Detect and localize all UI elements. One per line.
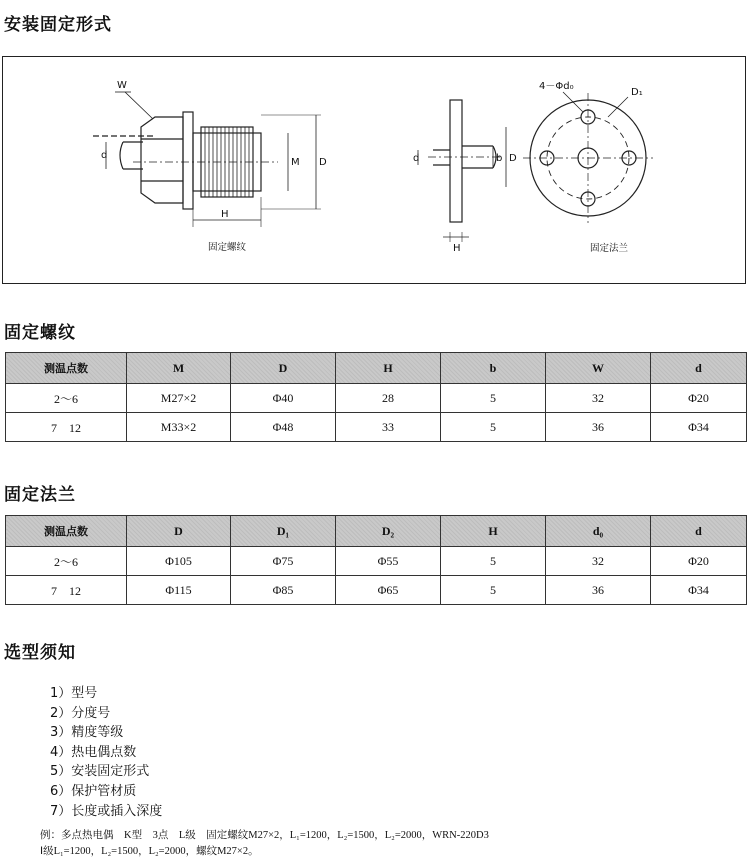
label-h2: H [453,243,461,254]
table-row [6,413,747,442]
label-d2: d [413,153,420,164]
example-text [40,828,489,860]
td: Φ34 [651,413,747,442]
td: 36 [546,576,651,605]
td: 7 12 [6,413,127,442]
th: H [441,516,546,547]
td: 5 [441,384,546,413]
thread-section-title: 固定螺纹 [4,323,76,343]
td: 32 [546,547,651,576]
td: Φ48 [231,413,336,442]
th: D₂ [336,516,441,547]
label-h: H [221,209,229,220]
list-item: 3）精度等级 [50,725,124,741]
thread-table [5,352,747,442]
td: 28 [336,384,441,413]
flange-front-drawing [523,92,653,223]
td: M27×2 [127,384,231,413]
label-w: W [117,80,127,91]
install-diagram [3,57,747,285]
flange-side-drawing [418,100,506,242]
th: D [127,516,231,547]
table-header-row [6,353,747,384]
td: Φ75 [231,547,336,576]
caption-flange: 固定法兰 [590,243,629,254]
td: M33×2 [127,413,231,442]
td: Φ105 [127,547,231,576]
td: 5 [441,547,546,576]
flange-section-title: 固定法兰 [4,485,76,505]
th: 测温点数 [6,516,127,547]
notes-list [50,684,162,821]
notes-section-title: 选型须知 [4,643,76,663]
label-holes: 4－Φd₀ [539,81,574,92]
td: Φ20 [651,547,747,576]
th: M [127,353,231,384]
example-line-1: 例：多点热电偶 K型 3点 L级 固定螺纹M27×2，L₁=1200，L₂=1500，L₂=2000，WRN-220D3 [40,830,489,841]
td: Φ65 [336,576,441,605]
list-item: 5）安装固定形式 [50,764,150,780]
label-b: b [496,153,503,164]
td: Φ34 [651,576,747,605]
td: Φ20 [651,384,747,413]
th: H [336,353,441,384]
table-row [6,547,747,576]
list-item: 2）分度号 [50,705,111,721]
install-section-title: 安装固定形式 [4,15,112,35]
td: 2～6 [6,384,127,413]
list-item: 6）保护管材质 [50,783,137,799]
td: Φ55 [336,547,441,576]
th: d [651,353,747,384]
th: D [231,353,336,384]
list-item: 1）型号 [50,686,98,701]
table-row [6,576,747,605]
table-header-row [6,516,747,547]
example-line-2: Ⅰ级L₁=1200，L₂=1500，L₂=2000，螺纹M27×2。 [40,846,259,857]
list-item: 7）长度或插入深度 [50,803,163,819]
td: Φ40 [231,384,336,413]
td: 5 [441,576,546,605]
label-d-big2: D [509,153,517,164]
flange-table [5,515,747,605]
td: 32 [546,384,651,413]
label-d-big: D [319,157,327,168]
td: 5 [441,413,546,442]
label-d1: D₁ [631,87,643,98]
install-diagram-box [2,56,746,284]
list-item: 4）热电偶点数 [50,744,137,760]
th: W [546,353,651,384]
table-row [6,384,747,413]
th: D₁ [231,516,336,547]
th: b [441,353,546,384]
label-d: d [101,150,108,161]
td: Φ85 [231,576,336,605]
th: 测温点数 [6,353,127,384]
td: 2～6 [6,547,127,576]
td: 7 12 [6,576,127,605]
td: Φ115 [127,576,231,605]
thread-fitting-drawing [93,92,321,227]
td: 36 [546,413,651,442]
td: 33 [336,413,441,442]
label-m: M [291,157,300,168]
th: d [651,516,747,547]
caption-thread: 固定螺纹 [208,242,247,253]
th: d₀ [546,516,651,547]
